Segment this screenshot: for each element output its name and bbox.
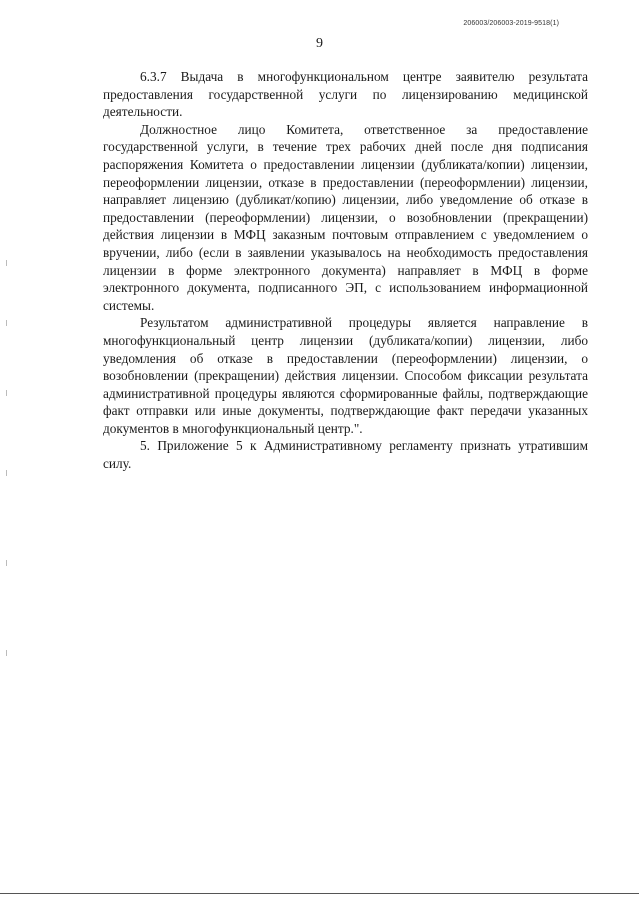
paragraph-procedure-result: Результатом административной процедуры является направление в многофункциональный центр лицензии (дубликата/копии) лицензии, либо уведомления об отказе в предоставлении (переоформлении) лицензии, о возобновлении (прекращении) действия лицензии. Способом фиксации результата административной процедуры являются сформированные файлы, подтверждающие факт отправки или иные документы, подтверждающие факт передачи указанных документов в многофункциональный центр.". [103, 315, 588, 436]
paragraph-section-6-3-7: 6.3.7 Выдача в многофункциональном центре заявителю результата предоставления государственной услуги по лицензированию медицинской деятельности. [103, 69, 588, 120]
document-id: 206003/206003-2019-9518(1) [463, 20, 559, 27]
scan-edge-marks [6, 260, 8, 680]
document-body [103, 68, 588, 473]
paragraph-appendix-5: 5. Приложение 5 к Административному регламенту признать утратившим силу. [103, 438, 588, 472]
page-number: 9 [316, 36, 323, 51]
paragraph-official-duties: Должностное лицо Комитета, ответственное за предоставление государственной услуги, в течение трех рабочих дней после дня подписания распоряжения Комитета о предоставлении лицензии (дубликата/копии) лицензии, переоформлении лицензии, отказе в предоставлении (переоформлении) лицензии, направляет лицензию (дубликат/копию) лицензии, либо уведомление об отказе в предоставлении (переоформлении) лицензии, о возобновлении (прекращении) действия лицензии в МФЦ заказным почтовым отправлением с уведомлением о вручении, либо (если в заявлении указывалось на необходимость предоставления лицензии в форме электронного документа) направляет в МФЦ в форме электронного документа, подписанного ЭП, с использованием информационной системы. [103, 121, 588, 313]
page-bottom-rule [0, 893, 639, 894]
